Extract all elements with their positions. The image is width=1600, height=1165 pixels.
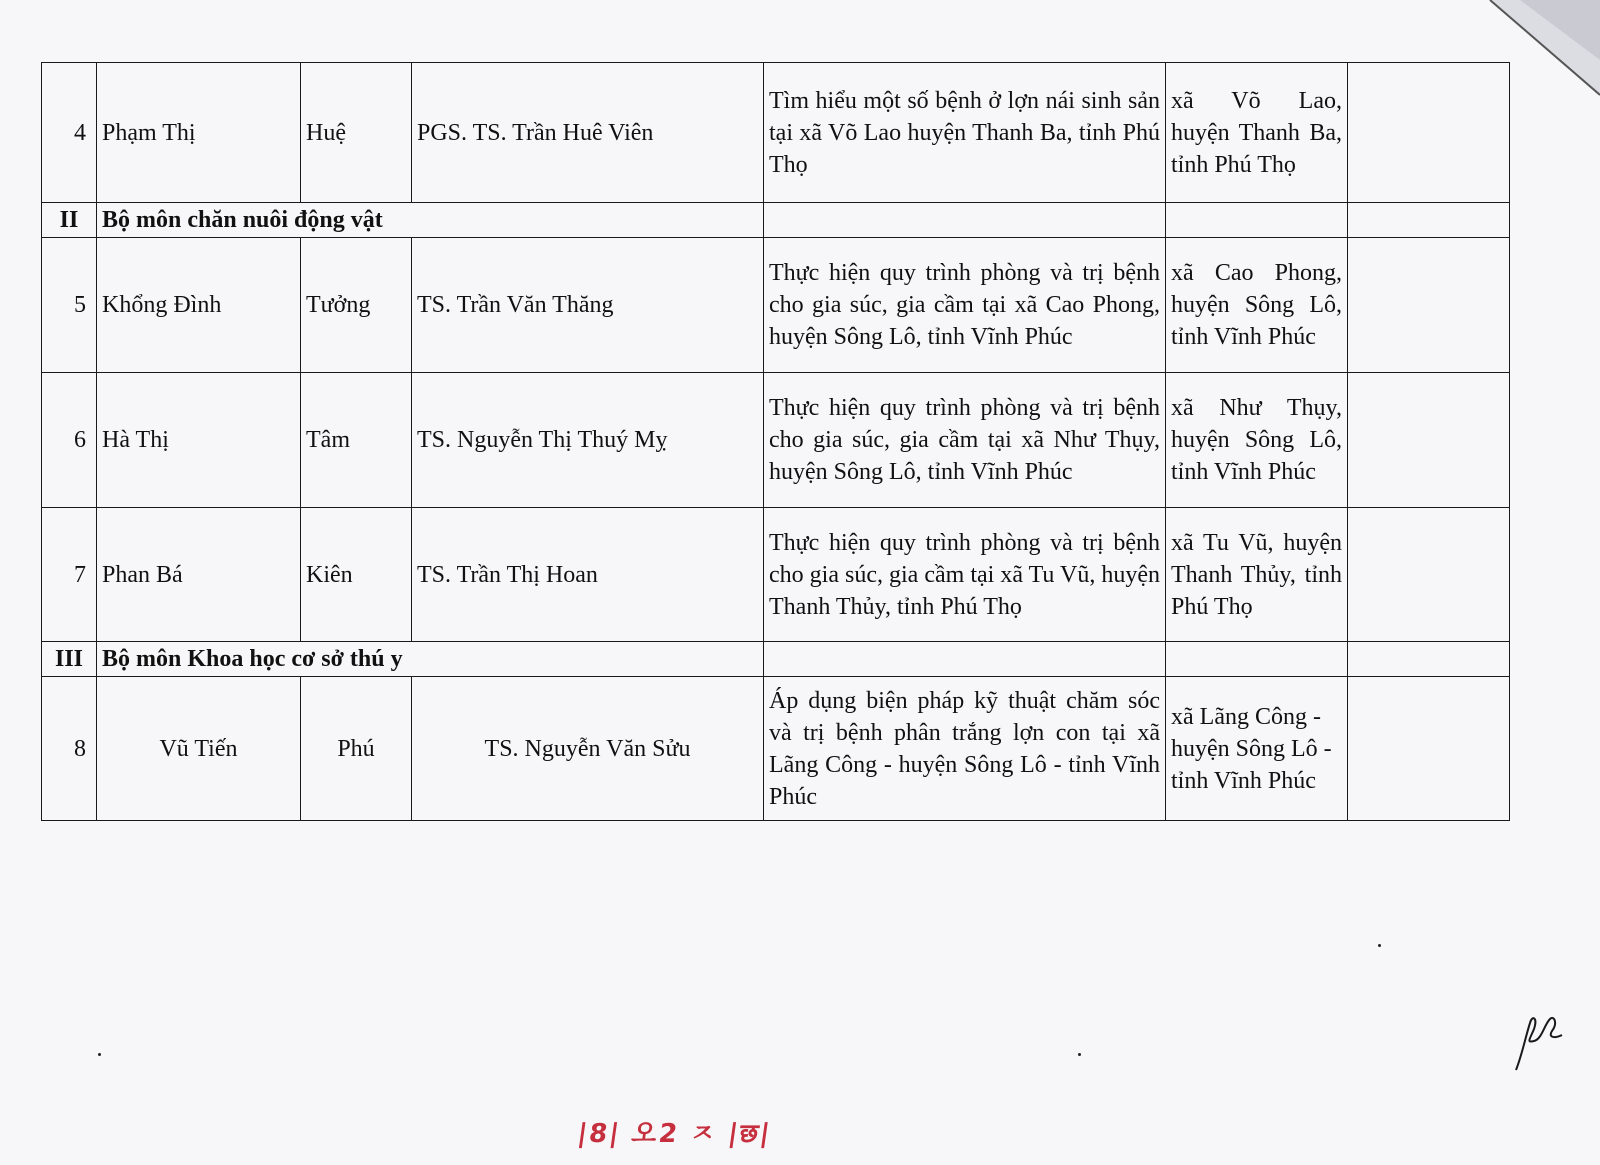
thesis-topic: Thực hiện quy trình phòng và trị bệnh cho gia súc, gia cầm tại xã Như Thụy, huyện Sông Lô, tỉnh Vĩnh Phúc bbox=[764, 373, 1166, 508]
student-surname: Khổng Đình bbox=[97, 238, 301, 373]
table-row bbox=[42, 508, 1510, 642]
row-number: 4 bbox=[42, 63, 97, 203]
internship-location: xã Như Thụy, huyện Sông Lô, tỉnh Vĩnh Phúc bbox=[1166, 373, 1348, 508]
internship-location: xã Cao Phong, huyện Sông Lô, tỉnh Vĩnh Phúc bbox=[1166, 238, 1348, 373]
supervisor-name: TS. Nguyễn Văn Sửu bbox=[412, 677, 764, 821]
section-number: III bbox=[42, 642, 97, 677]
section-title: Bộ môn Khoa học cơ sở thú y bbox=[97, 642, 764, 677]
student-surname: Phạm Thị bbox=[97, 63, 301, 203]
student-given-name: Phú bbox=[301, 677, 412, 821]
thesis-topic: Tìm hiểu một số bệnh ở lợn nái sinh sản tại xã Võ Lao huyện Thanh Ba, tỉnh Phú Thọ bbox=[764, 63, 1166, 203]
notes-cell bbox=[1348, 63, 1510, 203]
empty-cell bbox=[1348, 642, 1510, 677]
thesis-topic: Áp dụng biện pháp kỹ thuật chăm sóc và trị bệnh phân trắng lợn con tại xã Lãng Công - huyện Sông Lô - tỉnh Vĩnh Phúc bbox=[764, 677, 1166, 821]
supervisor-name: TS. Trần Văn Thăng bbox=[412, 238, 764, 373]
student-surname: Vũ Tiến bbox=[97, 677, 301, 821]
student-given-name: Tưởng bbox=[301, 238, 412, 373]
row-number: 6 bbox=[42, 373, 97, 508]
internship-location: xã Võ Lao, huyện Thanh Ba, tỉnh Phú Thọ bbox=[1166, 63, 1348, 203]
student-assignment-table bbox=[41, 62, 1510, 821]
notes-cell bbox=[1348, 238, 1510, 373]
empty-cell bbox=[764, 642, 1166, 677]
supervisor-name: TS. Trần Thị Hoan bbox=[412, 508, 764, 642]
student-given-name: Kiên bbox=[301, 508, 412, 642]
internship-location: xã Lãng Công - huyện Sông Lô - tỉnh Vĩnh Phúc bbox=[1166, 677, 1348, 821]
table-row bbox=[42, 373, 1510, 508]
paper-speck bbox=[98, 1053, 101, 1056]
row-number: 8 bbox=[42, 677, 97, 821]
row-number: 7 bbox=[42, 508, 97, 642]
notes-cell bbox=[1348, 373, 1510, 508]
empty-cell bbox=[1166, 203, 1348, 238]
thesis-topic: Thực hiện quy trình phòng và trị bệnh cho gia súc, gia cầm tại xã Cao Phong, huyện Sông Lô, tỉnh Vĩnh Phúc bbox=[764, 238, 1166, 373]
supervisor-name: PGS. TS. Trần Huê Viên bbox=[412, 63, 764, 203]
student-surname: Hà Thị bbox=[97, 373, 301, 508]
notes-cell bbox=[1348, 508, 1510, 642]
signature-mark bbox=[1508, 1005, 1568, 1075]
internship-location: xã Tu Vũ, huyện Thanh Thủy, tỉnh Phú Thọ bbox=[1166, 508, 1348, 642]
supervisor-name: TS. Nguyễn Thị Thuý Mỵ bbox=[412, 373, 764, 508]
student-surname: Phan Bá bbox=[97, 508, 301, 642]
section-title: Bộ môn chăn nuôi động vật bbox=[97, 203, 764, 238]
table-row bbox=[42, 63, 1510, 203]
student-given-name: Huệ bbox=[301, 63, 412, 203]
empty-cell bbox=[764, 203, 1166, 238]
row-number: 5 bbox=[42, 238, 97, 373]
section-row bbox=[42, 203, 1510, 238]
notes-cell bbox=[1348, 677, 1510, 821]
table-row bbox=[42, 238, 1510, 373]
paper-speck bbox=[1078, 1053, 1081, 1056]
thesis-topic: Thực hiện quy trình phòng và trị bệnh cho gia súc, gia cầm tại xã Tu Vũ, huyện Thanh Thủy, tỉnh Phú Thọ bbox=[764, 508, 1166, 642]
section-row bbox=[42, 642, 1510, 677]
empty-cell bbox=[1348, 203, 1510, 238]
empty-cell bbox=[1166, 642, 1348, 677]
table-row bbox=[42, 677, 1510, 821]
student-given-name: Tâm bbox=[301, 373, 412, 508]
received-stamp: |8| 오2 ㅈ |छ| bbox=[575, 1119, 774, 1149]
section-number: II bbox=[42, 203, 97, 238]
paper-speck bbox=[1378, 944, 1381, 947]
